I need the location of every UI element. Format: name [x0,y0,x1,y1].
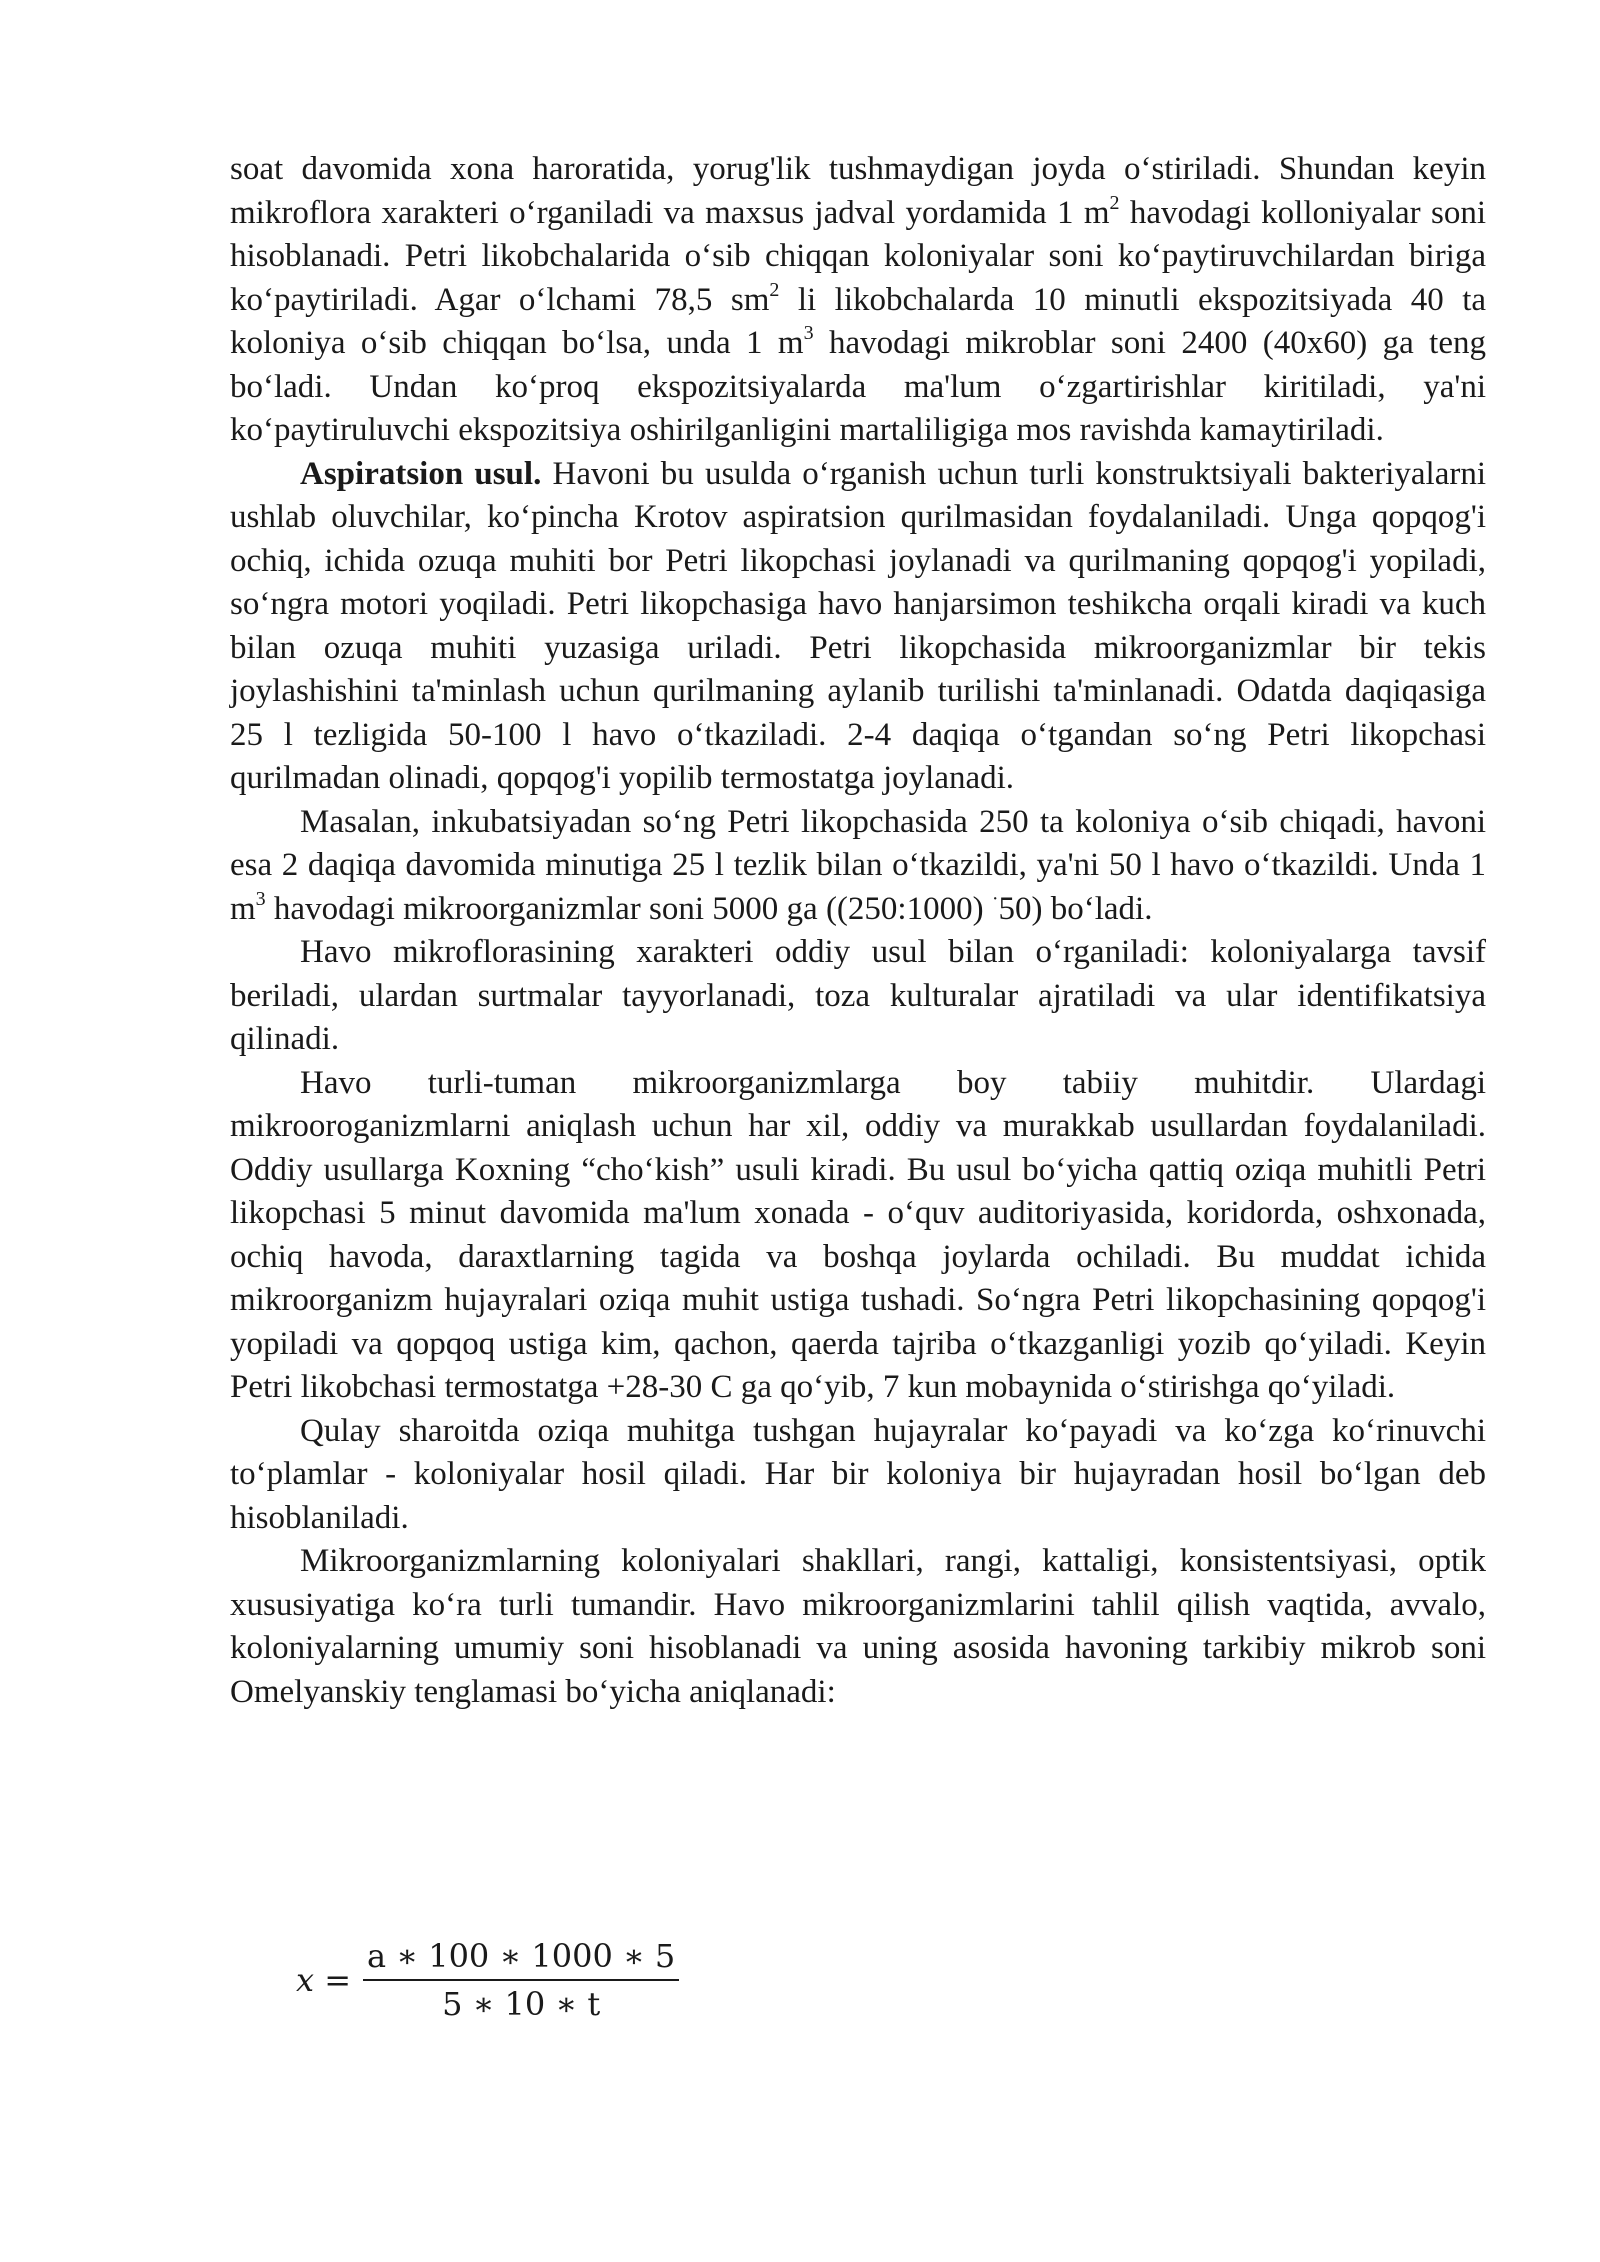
text-run: Qulay sharoitda oziqa muhitga tushgan hujayralar ko‘payadi va ko‘zga ko‘rinuvchi to‘plamlar - koloniyalar hosil qiladi. Har bir koloniya bir hujayradan hosil bo‘lgan deb hisoblaniladi. [230,1412,1486,1536]
paragraph-p7 [230,1540,1486,1714]
formula-denominator: 5 ∗ 10 ∗ t [442,1985,601,2023]
document-body [230,148,1486,1714]
text-run: Havo mikroflorasining xarakteri oddiy usul bilan o‘rganiladi: koloniyalarga tavsif beriladi, ulardan surtmalar tayyorlanadi, toza kulturalar ajratiladi va ular identifikatsiya qilinadi. [230,934,1486,1057]
paragraph-p6 [230,1410,1486,1541]
text-run: Masalan, inkubatsiyadan so‘ng Petri likopchasida 250 ta koloniya o‘sib chiqadi, havoni esa 2 daqiqa davomida minutiga 25 l tezlik bilan o‘tkazildi, ya'ni 50 l havo o‘tkazildi. Unda 1 m [230,803,1486,927]
text-run: Havoni bu usulda o‘rganish uchun turli konstruktsiyali bakteriyalarni ushlab oluvchilar, ko‘pincha Krotov aspiratsion qurilmasidan foydalaniladi. Unga qopqog'i ochiq, ichida ozuqa muhiti bor Petri likopchasi joylanadi va qurilmaning qopqog'i yopiladi, so‘ngra motori yoqiladi. Petri likopchasiga havo hanjarsimon teshikcha orqali kiradi va kuch bilan ozuqa muhiti yuzasiga uriladi. Petri likopchasida mikroorganizmlar bir tekis joylashishini ta'minlash uchun qurilmaning aylanib turilishi ta'minlanadi. Odatda daqiqasiga 25 l tezligida 50-100 l havo o‘tkaziladi. 2-4 daqiqa o‘tgandan so‘ng Petri likopchasi qurilmadan olinadi, qopqog'i yopilib termostatga joylanadi. [230,455,1486,796]
omelyanskiy-formula [296,1925,679,2035]
paragraph-p1 [230,148,1486,453]
text-run: Mikroorganizmlarning koloniyalari shakllari, rangi, kattaligi, konsistentsiyasi, optik xususiyatiga ko‘ra turli tumandir. Havo mikroorganizmlarini tahlil qilish vaqtida, avvalo, koloniyalarning umumiy soni hisoblanadi va uning asosida havoning tarkibiy mikrob soni Omelyanskiy tenglamasi bo‘yicha aniqlanadi: [230,1543,1486,1710]
bold-heading: Aspiratsion usul. [300,455,542,492]
text-run: havodagi kolloniyalar soni hisoblanadi. Petri likobchalarida o‘sib chiqqan koloniyalar soni ko‘paytiruvchilardan biriga ko‘paytiriladi. Agar o‘lchami 78,5 sm [230,194,1487,318]
text-run: havodagi mikroorganizmlar soni 5000 ga ((250:1000) [265,890,992,927]
paragraph-p3 [230,801,1486,932]
text-run: li likobchalarda 10 minutli ekspozitsiyada 40 ta koloniya o‘sib chiqqan bo‘lsa, unda 1 m [230,281,1487,361]
formula-fraction [363,1933,679,2027]
text-run: soat davomida xona haroratida, yorug'lik tushmaydigan joyda o‘stiriladi. Shundan keyin mikroflora xarakteri o‘rganiladi va maxsus jadval yordamida 1 m [230,151,1486,231]
paragraph-p2 [230,453,1486,801]
formula-numerator: a ∗ 100 ∗ 1000 ∗ 5 [367,1937,676,1975]
superscript: 3 [255,887,266,910]
text-run: havodagi mikroblar soni 2400 (40x60) ga teng bo‘ladi. Undan ko‘proq ekspozitsiyalarda ma'lum o‘zgartirishlar kiritiladi, ya'ni ko‘paytiruluvchi ekspozitsiya oshirilganligini martaliligiga mos ravishda kamaytiriladi. [230,325,1486,448]
paragraph-p4 [230,931,1486,1062]
superscript: 2 [769,278,780,301]
paragraph-p5 [230,1062,1486,1410]
superscript: 2 [1109,191,1120,214]
text-run: Havo turli-tuman mikroorganizmlarga boy tabiiy muhitdir. Ulardagi mikrooroganizmlarni aniqlash uchun har xil, oddiy va murakkab usullardan foydalaniladi. Oddiy usullarga Koxning “cho‘kish” usuli kiradi. Bu usul bo‘yicha qattiq oziqa muhitli Petri likopchasi 5 minut davomida ma'lum xonada - o‘quv auditoriyasida, koridorda, oshxonada, ochiq havoda, daraxtlarning tagida va boshqa joylarda ochiladi. Bu muddat ichida mikroorganizm hujayralari oziqa muhit ustiga tushadi. So‘ngra Petri likopchasining qopqog'i yopiladi va qopqoq ustiga kim, qachon, qaerda tajriba o‘tkazganligi yozib qo‘yiladi. Keyin Petri likobchasi termostatga +28-30 C ga qo‘yib, 7 kun mobaynida o‘stirishga qo‘yiladi. [230,1064,1486,1405]
formula-lhs: x = [296,1961,352,1999]
text-run: 50) bo‘ladi. [998,890,1153,927]
superscript: · [991,887,999,910]
superscript: 3 [803,322,814,344]
